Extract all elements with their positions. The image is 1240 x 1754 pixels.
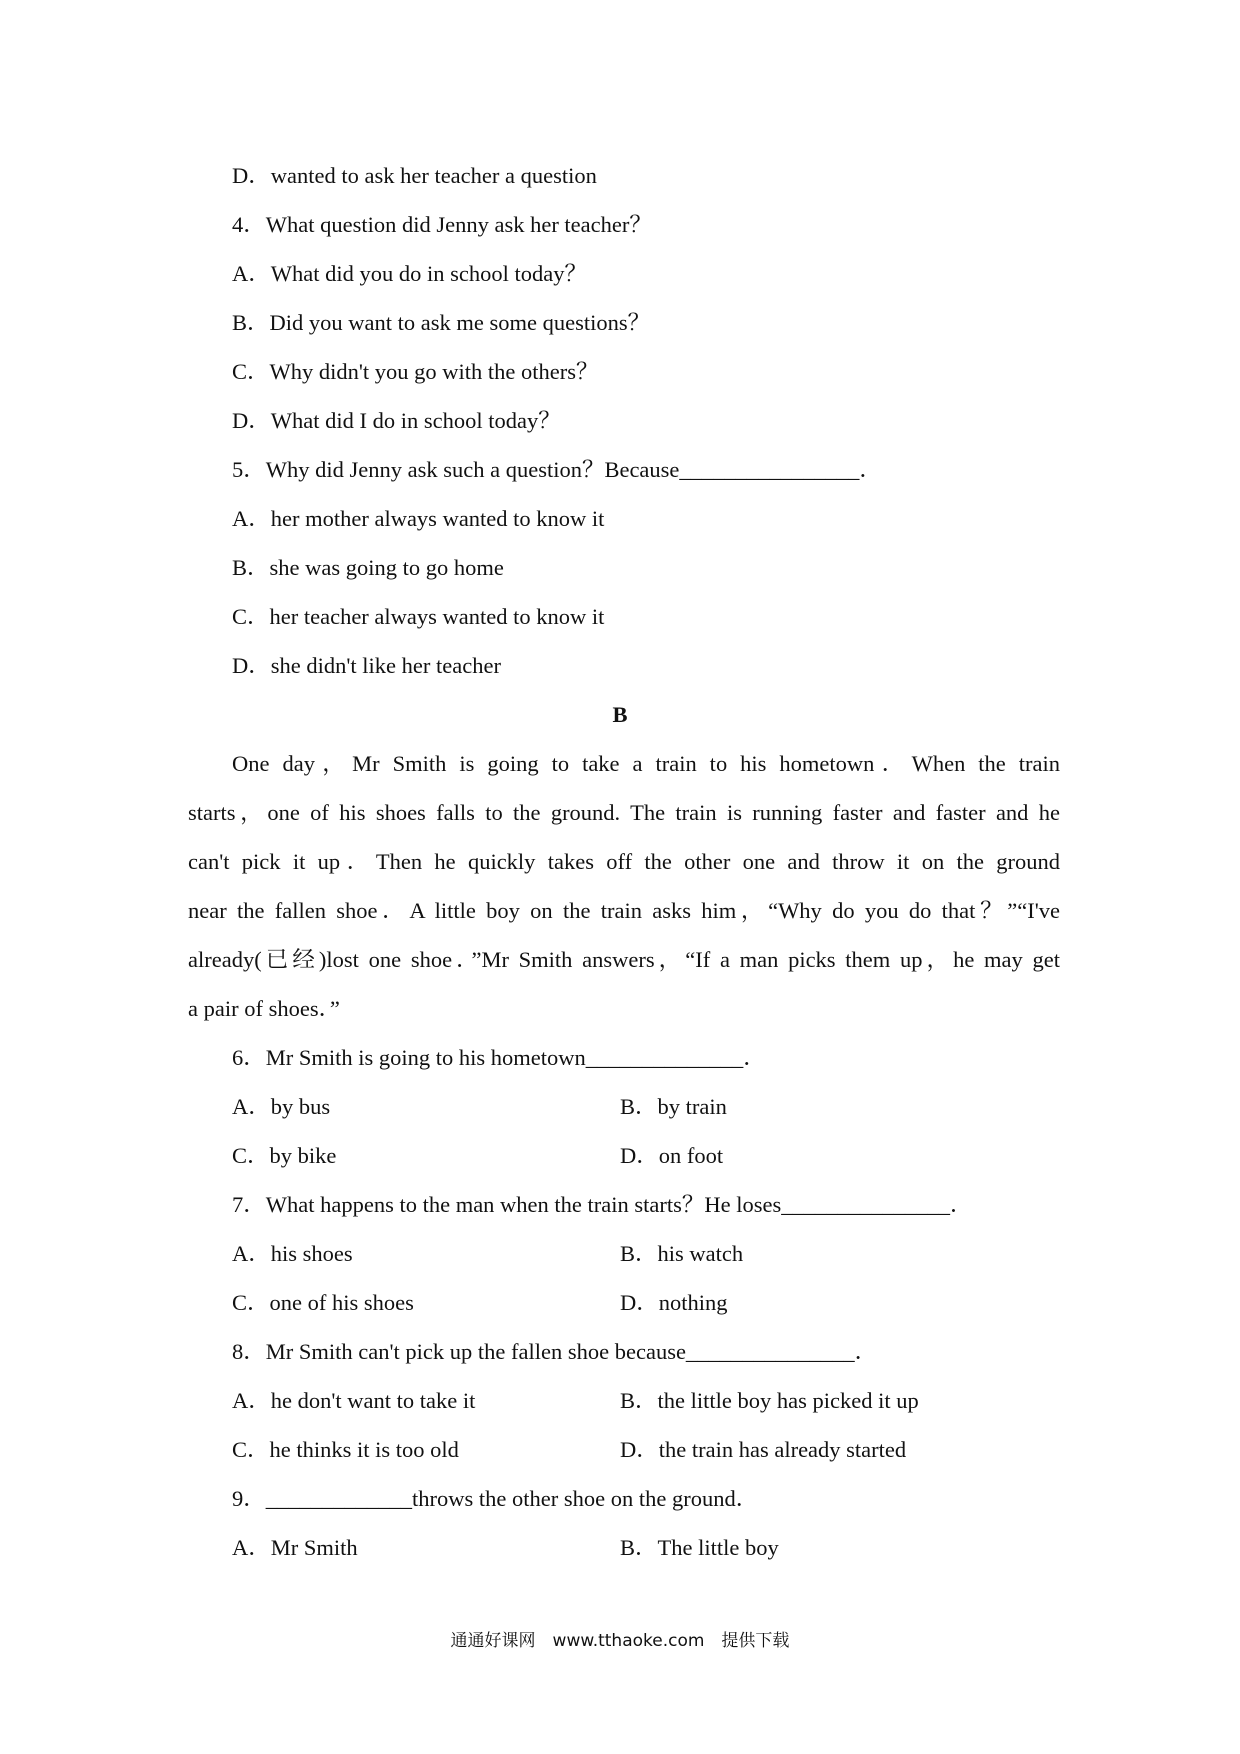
q6-option-b: B．by train [620,1094,727,1119]
q4-stem: 4．What question did Jenny ask her teacher？ [232,212,652,237]
q4-option-a: A．What did you do in school today？ [232,261,587,286]
q3-option-d: D．wanted to ask her teacher a question [232,163,597,188]
passage-line-2: starts，one of his shoes falls to the ground. The train is running faster and faster and he [188,800,1060,825]
q5-stem: 5．Why did Jenny ask such a question？Because________________． [232,457,882,482]
q6-stem: 6．Mr Smith is going to his hometown______________． [232,1045,766,1070]
q7-option-b: B．his watch [620,1241,744,1266]
q9-stem: 9．_____________throws the other shoe on the ground． [232,1486,759,1511]
passage-line-4: near the fallen shoe．A little boy on the train asks him，“Why do you do that？”“I've [188,898,1060,923]
q6-option-a: A．by bus [232,1094,331,1119]
q9-option-b: B．The little boy [620,1535,779,1560]
q4-option-b: B．Did you want to ask me some questions？ [232,310,651,335]
q6-option-d: D．on foot [620,1143,724,1168]
q8-option-c: C．he thinks it is too old [232,1437,459,1462]
q7-option-a: A．his shoes [232,1241,353,1266]
q9-option-a: A．Mr Smith [232,1535,358,1560]
q7-stem: 7．What happens to the man when the train starts？He loses_______________． [232,1192,973,1217]
q8-stem: 8．Mr Smith can't pick up the fallen shoe because_______________． [232,1339,878,1364]
q8-option-a: A．he don't want to take it [232,1388,476,1413]
passage-line-3: can't pick it up．Then he quickly takes off the other one and throw it on the ground [188,849,1060,874]
q5-option-c: C．her teacher always wanted to know it [232,604,605,629]
q5-option-d: D．she didn't like her teacher [232,653,501,678]
q8-option-b: B．the little boy has picked it up [620,1388,919,1413]
passage-line-5: already(已经)lost one shoe．”Mr Smith answers，“If a man picks them up，he may get [188,947,1060,972]
section-b-heading: B [612,702,628,727]
q6-option-c: C．by bike [232,1143,337,1168]
passage-line-6: a pair of shoes．” [188,996,340,1021]
q8-option-d: D．the train has already started [620,1437,907,1462]
q4-option-c: C．Why didn't you go with the others？ [232,359,599,384]
q5-option-a: A．her mother always wanted to know it [232,506,605,531]
passage-line-1: One day，Mr Smith is going to take a train to his hometown．When the train [232,751,1060,776]
q5-option-b: B．she was going to go home [232,555,504,580]
q7-option-d: D．nothing [620,1290,728,1315]
q7-option-c: C．one of his shoes [232,1290,414,1315]
q4-option-d: D．What did I do in school today？ [232,408,561,433]
page-footer: 通通好课网 www.tthaoke.com 提供下载 [450,1631,790,1651]
